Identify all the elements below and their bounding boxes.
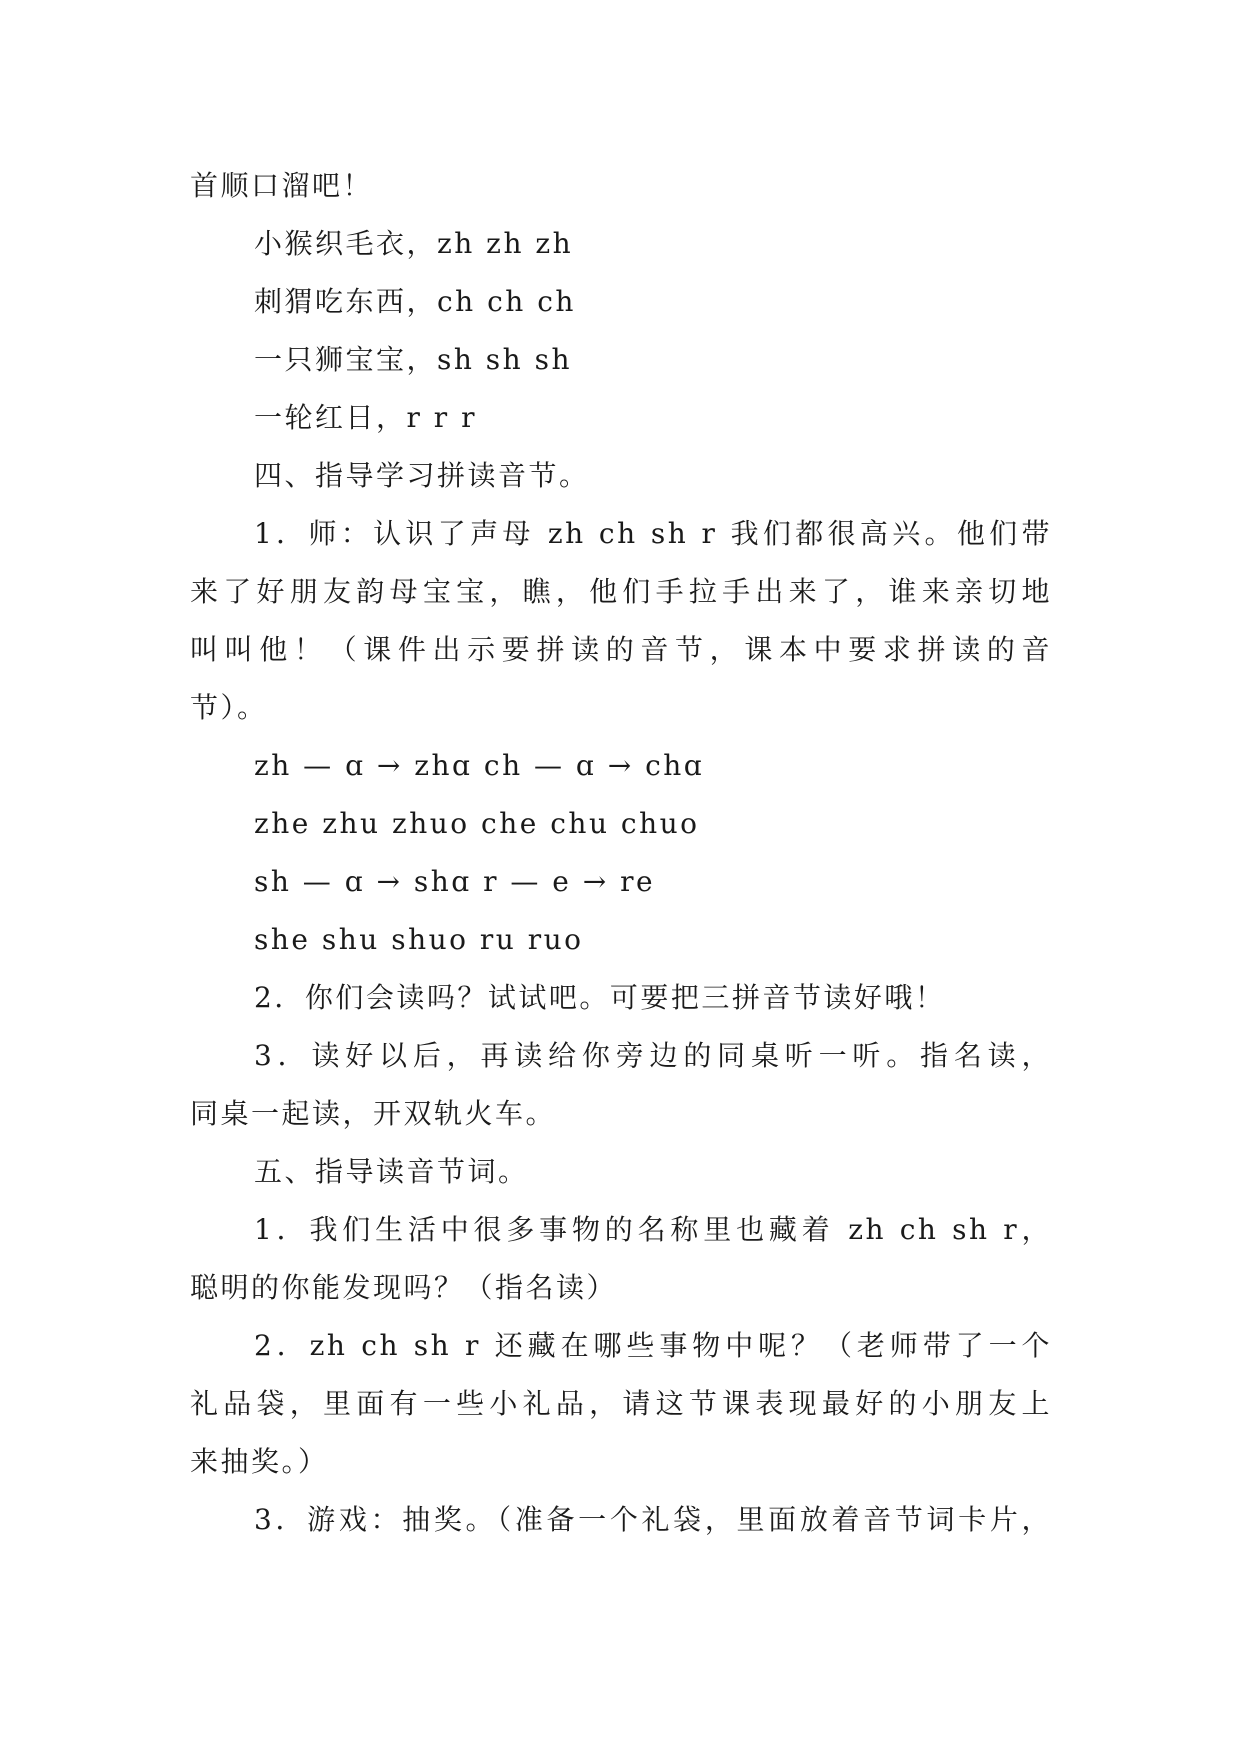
paragraph-line: 聪明的你能发现吗？（指名读） [190, 1271, 618, 1304]
rhyme-line: 小猴织毛衣，zh zh zh [254, 227, 574, 260]
section-heading: 四、指导学习拼读音节。 [254, 459, 590, 492]
paragraph-line: 3．游戏：抽奖。（准备一个礼袋，里面放着音节词卡片， [254, 1503, 1052, 1536]
paragraph-line: 节）。 [190, 691, 268, 724]
paragraph-line: 2．zh ch sh r 还藏在哪些事物中呢？（老师带了一个 [254, 1329, 1052, 1362]
rhyme-line: 一轮红日，r r r [254, 401, 477, 434]
rhyme-line: 一只狮宝宝，sh sh sh [254, 343, 573, 376]
rhyme-line: 刺猬吃东西，ch ch ch [254, 285, 576, 318]
paragraph-line: 来抽奖。） [190, 1445, 329, 1478]
pinyin-line: zhe zhu zhuo che chu chuo [254, 807, 700, 840]
paragraph-line: 3．读好以后，再读给你旁边的同桌听一听。指名读， [254, 1039, 1052, 1072]
paragraph-line: 首顺口溜吧！ [190, 169, 374, 202]
paragraph-line: 来了好朋友韵母宝宝，瞧，他们手拉手出来了，谁来亲切地 [190, 575, 1052, 608]
document-body [190, 157, 1052, 1549]
paragraph-line: 2．你们会读吗？试试吧。可要把三拼音节读好哦！ [254, 981, 946, 1014]
paragraph-line: 1．我们生活中很多事物的名称里也藏着 zh ch sh r， [254, 1213, 1052, 1246]
paragraph-line: 礼品袋，里面有一些小礼品，请这节课表现最好的小朋友上 [190, 1387, 1052, 1420]
pinyin-line: sh — ɑ → shɑ r — e → re [254, 865, 656, 898]
section-heading: 五、指导读音节词。 [254, 1155, 529, 1188]
pinyin-line: she shu shuo ru ruo [254, 923, 584, 956]
paragraph-line: 叫叫他！（课件出示要拼读的音节，课本中要求拼读的音 [190, 633, 1052, 666]
paragraph-line: 1．师：认识了声母 zh ch sh r 我们都很高兴。他们带 [254, 517, 1052, 550]
pinyin-line: zh — ɑ → zhɑ ch — ɑ → chɑ [254, 749, 705, 782]
paragraph-line: 同桌一起读，开双轨火车。 [190, 1097, 557, 1130]
